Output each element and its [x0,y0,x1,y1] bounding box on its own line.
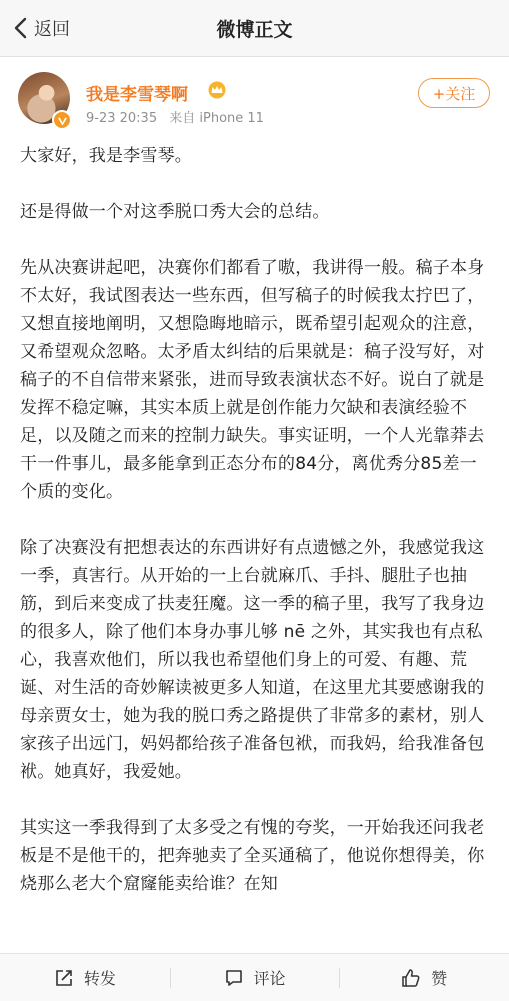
action-bar [0,953,509,1001]
post-paragraph: 大家好，我是李雪琴。 [20,146,192,166]
author-name[interactable]: 我是李雪琴啊 [86,85,188,105]
page-title: 微博正文 [216,19,293,41]
follow-button[interactable]: +关注 [418,78,490,108]
post-content [20,142,490,926]
vip-crown-icon [207,81,227,99]
comment-icon [224,968,244,988]
top-bar [0,0,509,57]
comment-label: 评论 [253,969,286,988]
post-time: 9-23 20:35 [86,111,158,126]
like-button[interactable] [339,954,509,1001]
comment-button[interactable] [170,954,340,1001]
repost-label: 转发 [83,969,116,988]
post-meta [86,107,272,126]
like-icon [401,968,421,988]
verified-badge-icon [52,110,72,130]
post-source: 来自 iPhone 11 [169,111,264,126]
post-paragraph: 还是得做一个对这季脱口秀大会的总结。 [20,202,330,222]
back-label: 返回 [34,19,70,40]
like-label: 赞 [431,969,448,988]
post-paragraph: 先从决赛讲起吧，决赛你们都看了嗷，我讲得一般。稿子本身不太好，我试图表达一些东西，但写稿子的时候我太拧巴了，又想直接地阐明，又想隐晦地暗示，既希望引起观众的注意，又希望观众忽略。太矛盾太纠结的后果就是：稿子没写好，对稿子的不自信带来紧张，进而导致表演状态不好。说白了就是发挥不稳定嘛，其实本质上就是创作能力欠缺和表演经验不足，以及随之而来的控制力缺失。事实证明，一个人光靠莽去干一件事儿，最多能拿到正态分布的84分，离优秀分85差一个质的变化。 [20,258,485,502]
post-paragraph: 其实这一季我得到了太多受之有愧的夸奖，一开始我还问我老板是不是他干的，把奔驰卖了全买通稿了，他说你想得美，你烧那么老大个窟窿能卖给谁？在知 [20,818,485,894]
repost-icon [54,968,74,988]
repost-button[interactable] [0,954,170,1001]
post-paragraph: 除了决赛没有把想表达的东西讲好有点遗憾之外，我感觉我这一季，真害行。从开始的一上台就麻爪、手抖、腿肚子也抽筋，到后来变成了扶麦狂魔。这一季的稿子里，我写了我身边的很多人，除了他们本身办事儿够 nē 之外，其实我也有点私心，我喜欢他们，所以我也希望他们身上的可爱、有趣、荒诞、对生活的奇妙解读被更多人知道，在这里尤其要感谢我的母亲贾女士，她为我的脱口秀之路提供了非常多的素材，别人家孩子出远门，妈妈都给孩子准备包袱，而我妈，给我准备包袱。她真好，我爱她。 [20,538,485,782]
author-row [0,62,509,132]
